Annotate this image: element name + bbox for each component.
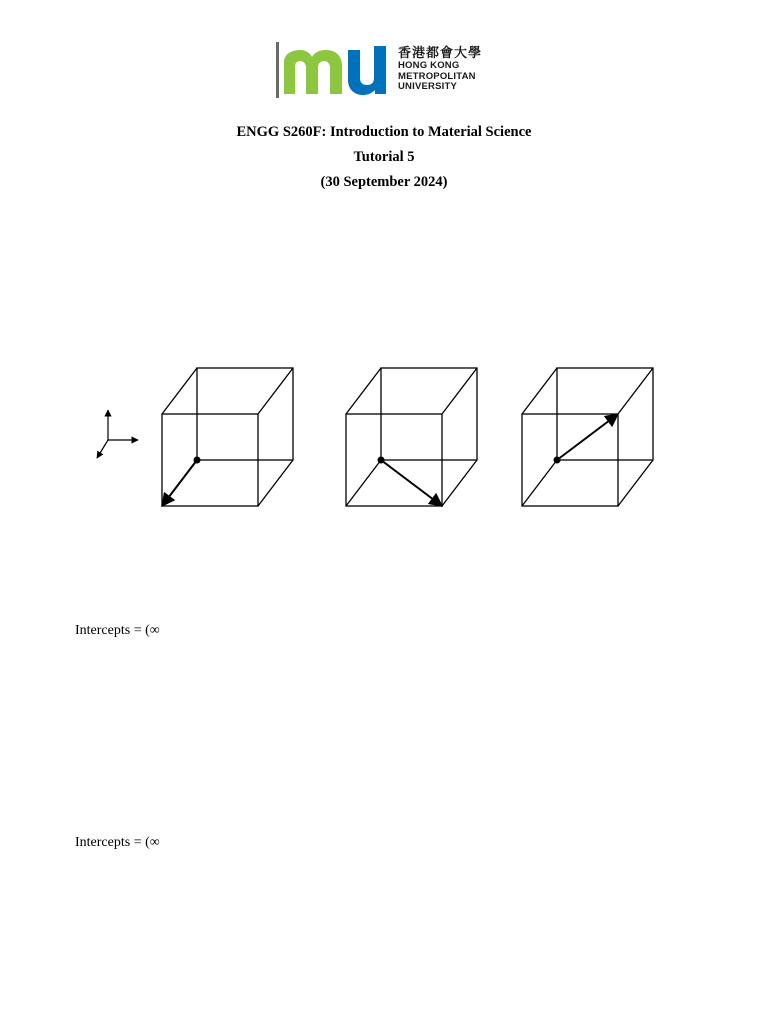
cube-2-origin-point [378,457,385,464]
intercepts-line-1: Intercepts = (∞ [75,623,160,638]
logo-english-line-2: METROPOLITAN [398,70,476,82]
cube-1 [162,368,293,506]
university-logo [276,40,496,100]
tutorial-number: Tutorial 5 [353,149,415,165]
document-header [0,120,768,195]
coordinate-axes-icon [97,410,138,458]
logo-chinese-name: 香港都會大學 [398,46,483,61]
course-title: ENGG S260F: Introduction to Material Science [236,124,532,140]
cube-2 [346,368,477,506]
logo-wordmark [398,46,482,93]
cube-3-direction-vector [554,414,619,464]
intercepts-line-2: Intercepts = (∞ [75,835,160,850]
cube-3-origin-point [554,457,561,464]
unit-cell-direction-figure [90,360,670,520]
tutorial-date: (30 September 2024) [320,174,448,190]
logo-divider-bar [276,42,279,98]
mu-logo-mark-icon [282,44,394,96]
cube-2-direction-vector [378,457,443,507]
cube-1-direction-vector [162,457,201,507]
logo-english-line-3: UNIVERSITY [398,81,458,92]
logo-english-line-1: HONG KONG [398,60,460,71]
cube-1-origin-point [194,457,201,464]
